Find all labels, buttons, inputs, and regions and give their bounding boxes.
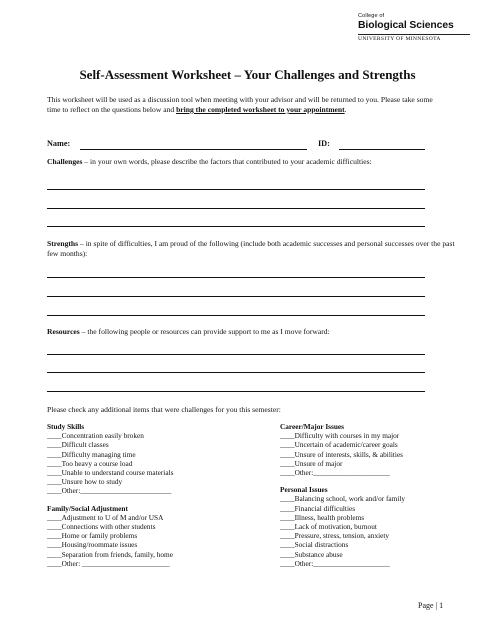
checklist-item-motivation[interactable]: ____Lack of motivation, burnout [280, 522, 377, 532]
checklist-item-family-other[interactable]: ____Other: ________________________ [47, 558, 170, 568]
resources-line-2[interactable] [47, 372, 425, 373]
name-label: Name: [47, 139, 71, 148]
checklist-item-uncertain-goals[interactable]: ____Uncertain of academic/career goals [280, 440, 398, 450]
strengths-prompt [47, 239, 457, 259]
checklist-item-adjustment[interactable]: ____Adjustment to U of M and/or USA [47, 512, 164, 522]
strengths-label: Strengths [47, 239, 79, 248]
challenges-line-1[interactable] [47, 189, 425, 190]
checklist-item-managing-time[interactable]: ____Difficulty managing time [47, 449, 136, 459]
section-gap [47, 496, 267, 504]
checklist-item-how-to-study[interactable]: ____Unsure how to study [47, 477, 123, 487]
logo-department: Biological Sciences [358, 20, 454, 31]
checklist-item-separation[interactable]: ____Separation from friends, family, home [47, 549, 173, 559]
id-field[interactable] [339, 149, 425, 150]
section-heading-family-social: Family/Social Adjustment [47, 503, 128, 513]
checklist-item-unsure-major[interactable]: ____Unsure of major [280, 458, 343, 468]
strengths-text: – in spite of difficulties, I am proud of the following (include both academic successes and personal successes over the past few months): [47, 239, 455, 258]
checklist-item-social-distractions[interactable]: ____Social distractions [280, 540, 349, 550]
id-label: ID: [318, 139, 330, 148]
section-heading-personal: Personal Issues [280, 485, 328, 495]
challenges-line-2[interactable] [47, 208, 425, 209]
checklist-item-study-other[interactable]: ____Other:_________________________ [47, 486, 172, 496]
logo-university: UNIVERSITY OF MINNESOTA [358, 36, 441, 42]
intro-text: This worksheet will be used as a discussion tool when meeting with your advisor and will be returned to you. Please take some time to reflect on the questions below and [47, 95, 433, 114]
name-field[interactable] [80, 149, 307, 150]
resources-label: Resources [47, 327, 80, 336]
checklist-item-course-load[interactable]: ____Too heavy a course load [47, 458, 133, 468]
section-heading-career-major: Career/Major Issues [280, 422, 344, 431]
checklist-prompt: Please check any additional items that were challenges for you this semester: [47, 405, 281, 414]
strengths-line-3[interactable] [47, 315, 425, 316]
challenges-label: Challenges [47, 157, 83, 166]
challenges-text: – in your own words, please describe the factors that contributed to your academic difficulties: [82, 157, 372, 166]
checklist-left-column [47, 422, 267, 568]
strengths-line-1[interactable] [47, 277, 425, 278]
section-heading-study-skills: Study Skills [47, 422, 85, 431]
checklist-item-difficult-classes[interactable]: ____Difficult classes [47, 440, 109, 450]
checklist-item-illness[interactable]: ____Illness, health problems [280, 512, 365, 522]
logo-divider [358, 34, 470, 35]
checklist-right-column [280, 422, 470, 568]
resources-text: – the following people or resources can provide support to me as I move forward: [79, 327, 330, 336]
resources-prompt [47, 327, 442, 337]
checklist-item-connections[interactable]: ____Connections with other students [47, 522, 156, 532]
checklist-item-personal-other[interactable]: ____Other:_____________________ [280, 558, 390, 568]
checklist-item-substance[interactable]: ____Substance abuse [280, 549, 343, 559]
checklist-item-home-family[interactable]: ____Home or family problems [47, 531, 138, 541]
resources-line-3[interactable] [47, 391, 425, 392]
page-title: Self-Assessment Worksheet – Your Challenges and Strengths [79, 67, 416, 82]
strengths-line-2[interactable] [47, 296, 425, 297]
checklist-item-balancing[interactable]: ____Balancing school, work and/or family [280, 494, 406, 504]
checklist-item-course-materials[interactable]: ____Unable to understand course materials [47, 468, 174, 478]
intro-end: . [344, 105, 347, 114]
checklist-item-interests-skills[interactable]: ____Unsure of interests, skills, & abilities [280, 449, 404, 459]
section-gap [280, 477, 470, 485]
challenges-prompt [47, 157, 442, 167]
checklist-item-financial[interactable]: ____Financial difficulties [280, 503, 356, 513]
checklist-item-housing[interactable]: ____Housing/roommate issues [47, 540, 138, 550]
logo-college: College of [358, 13, 385, 19]
challenges-line-3[interactable] [47, 226, 425, 227]
page-number: Page | 1 [418, 601, 444, 610]
checklist-item-major-courses[interactable]: ____Difficulty with courses in my major [280, 431, 400, 441]
intro-emphasis: bring the completed worksheet to your appointment [176, 105, 345, 114]
college-logo [358, 13, 470, 42]
checklist-item-concentration[interactable]: ____Concentration easily broken [47, 431, 144, 441]
checklist-item-stress[interactable]: ____Pressure, stress, tension, anxiety [280, 531, 390, 541]
checklist-item-career-other[interactable]: ____Other:_____________________ [280, 468, 390, 478]
resources-line-1[interactable] [47, 354, 425, 355]
intro-paragraph [47, 95, 442, 115]
